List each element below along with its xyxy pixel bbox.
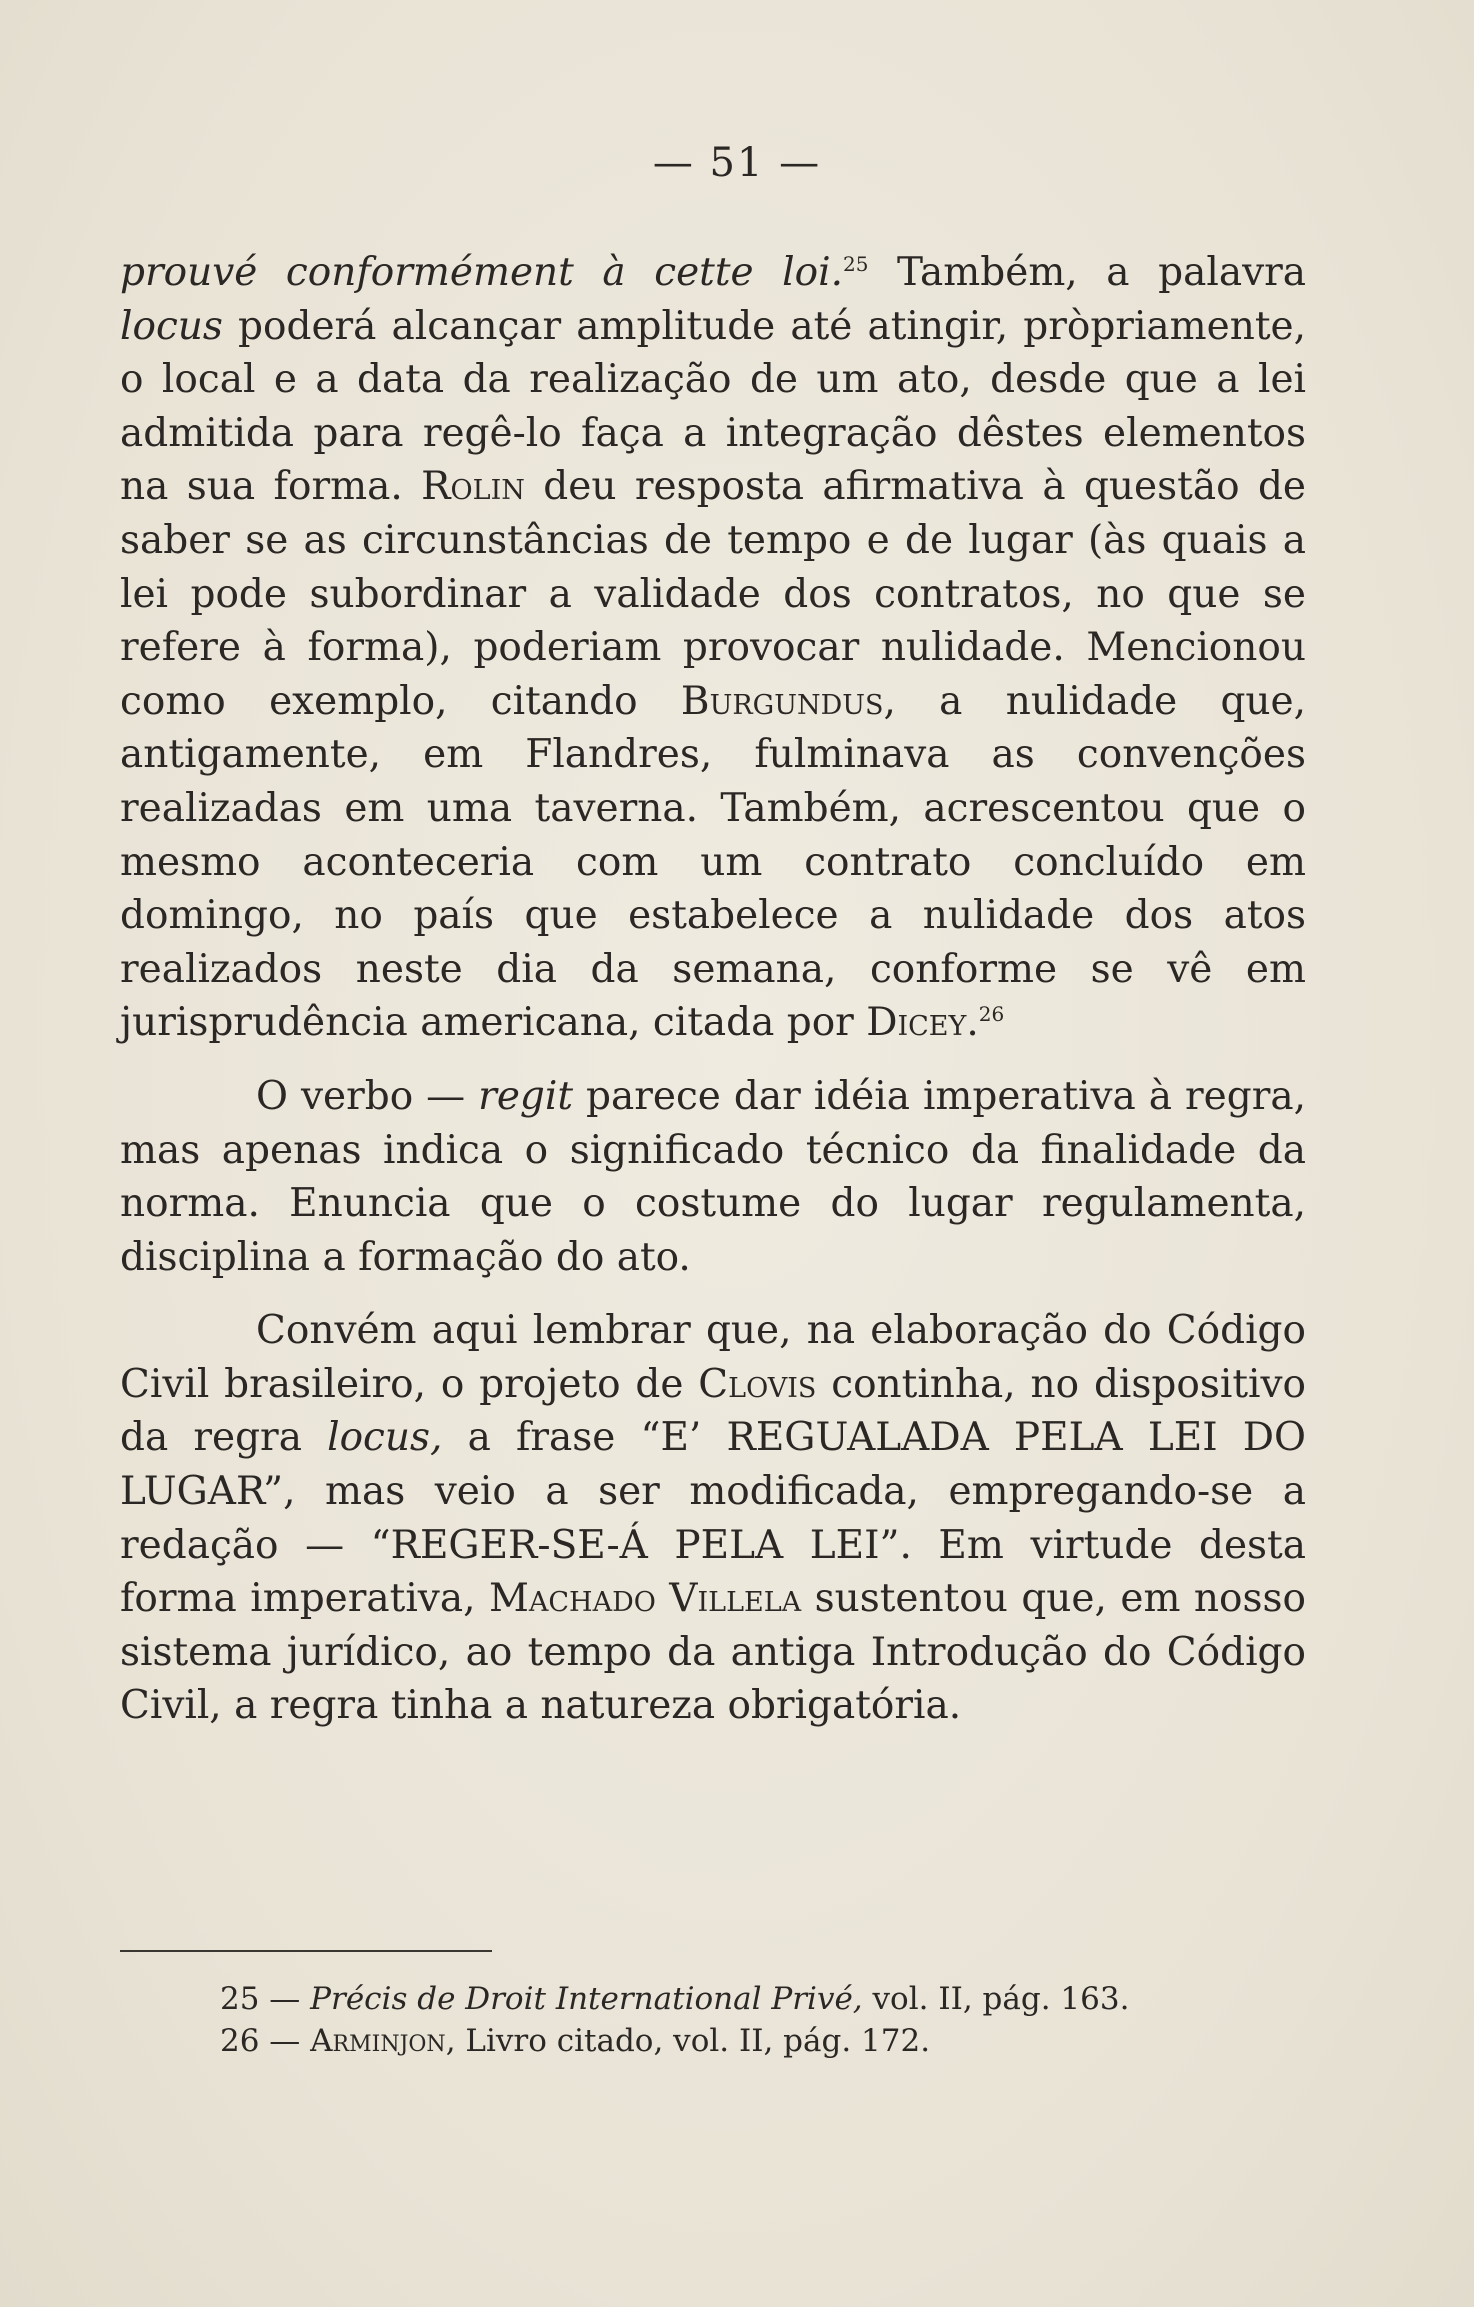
footnote-author: Arminjon <box>310 2023 446 2059</box>
footnote-number: 26 — <box>220 2023 311 2059</box>
paragraph-3 <box>120 1304 1306 1733</box>
text-run: Convém aqui lembrar que, na elaboração do Código Civil brasileiro, o projeto de <box>120 1308 1306 1407</box>
footnote-title: Précis de Droit International Privé, <box>310 1981 863 2017</box>
footnote-26 <box>120 2020 1306 2062</box>
footnote-number: 25 — <box>220 1981 311 2017</box>
footnote-text: , Livro citado, vol. II, pág. 172. <box>445 2023 931 2059</box>
footnote-ref-25: 25 <box>843 252 869 276</box>
french-quotation: prouvé conformément à cette loi. <box>120 250 844 295</box>
paragraph-1 <box>120 246 1306 1050</box>
footnote-ref-26: 26 <box>978 1002 1005 1027</box>
text-run: O verbo — <box>256 1073 479 1119</box>
author-name-burgundus: Burgundus <box>680 678 884 724</box>
term-regit: regit <box>478 1073 574 1119</box>
author-name-dicey: Dicey <box>866 1000 967 1046</box>
author-name-machado-villela: Machado Villela <box>488 1576 802 1622</box>
term-locus: locus <box>120 303 223 349</box>
text-run: sustentou que, em nosso sistema jurídico, ao tempo da antiga Introdução do Código Civil, a regra tinha a natureza obrigatória. <box>120 1576 1306 1729</box>
page-number: — 51 — <box>652 140 822 186</box>
footnote-text: vol. II, pág. 163. <box>862 1981 1130 2017</box>
text-run: continha, no dispositivo da regra <box>120 1361 1306 1461</box>
term-locus: locus, <box>327 1415 443 1461</box>
author-name-clovis: Clovis <box>698 1361 817 1407</box>
text-run: , a nulidade que, antigamente, em Flandres, fulminava as convenções realizadas em uma taverna. Também, acrescentou que o mesmo aconteceria com um contrato concluído em domingo, no país que estabelece a nulidade dos atos realizados neste dia da semana, conforme se vê em jurisprudência americana, citada por <box>120 678 1307 1046</box>
footnote-divider <box>120 1950 492 1952</box>
text-run: Também, a palavra <box>868 250 1306 295</box>
footnote-25 <box>120 1978 1306 2020</box>
body-text <box>120 246 1306 1733</box>
text-run: . <box>966 1000 979 1046</box>
author-name-rolin: Rolin <box>421 464 525 510</box>
text-run: a frase “E’ REGUALADA PELA LEI DO LUGAR”, mas veio a ser modificada, empregando-se a redação — “REGER-SE-Á PELA LEI”. Em virtude desta forma imperativa, <box>120 1415 1306 1622</box>
footnotes <box>120 1978 1306 2062</box>
paragraph-2 <box>120 1070 1306 1284</box>
text-run: parece dar idéia imperativa à regra, mas apenas indica o significado técnico da finalidade da norma. Enuncia que o costume do lugar regulamenta, disciplina a formação do ato. <box>120 1073 1307 1280</box>
text-run: deu resposta afirmativa à questão de saber se as circunstâncias de tempo e de lugar (às quais a lei pode subordinar a validade dos contratos, no que se refere à forma), poderiam provocar nulidade. Mencionou como exemplo, citando <box>120 464 1306 724</box>
text-run: poderá alcançar amplitude até atingir, pròpriamente, o local e a data da realização de um ato, desde que a lei admitida para regê-lo faça a integração dêstes elementos na sua forma. <box>120 303 1306 510</box>
